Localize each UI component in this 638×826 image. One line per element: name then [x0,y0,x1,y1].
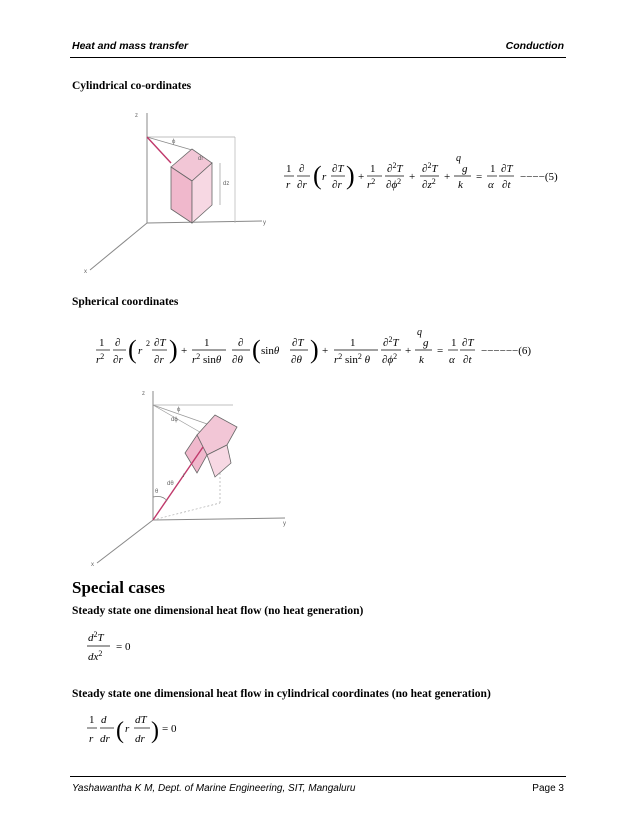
svg-text:+: + [444,171,451,183]
section-special-cases-heading: Special cases [72,578,166,597]
svg-text:∂r: ∂r [332,179,342,191]
equation-6-spherical [94,318,554,377]
svg-text:∂θ: ∂θ [291,354,302,366]
section-cylindrical-heading: Cylindrical co-ordinates [72,80,192,92]
cylindrical-coordinates-figure [80,105,275,285]
svg-text:q: q [417,327,422,338]
svg-text:1: 1 [451,337,457,349]
svg-text:∂ϕ2: $\partial\phi^2$ [386,177,402,191]
header-title: Heat and mass transfer [72,40,189,52]
svg-text:=: = [476,171,483,183]
svg-text:1: 1 [89,714,95,726]
svg-text:r2 sin2 θ: $r^2$ $\sin^2 \theta$ [334,352,371,366]
svg-text:r: r [89,733,94,745]
svg-text:∂: ∂ [115,337,121,349]
sph-axis-z: z [142,391,145,397]
svg-text:1: 1 [370,163,376,175]
cyl-label-dr: dr [198,156,204,162]
svg-text:1: 1 [286,163,292,175]
svg-text:2: 2 [146,339,150,348]
svg-text:(: ( [252,335,261,364]
svg-text:dx2: $dx^2$ [88,649,103,663]
cyl-label-dz: dz [223,181,230,187]
svg-text:+: + [405,345,412,357]
footer-author: Yashawantha K M, Dept. of Marine Engineering, SIT, Mangaluru [72,783,356,794]
svg-text:(: ( [313,161,322,190]
svg-text:q: q [456,153,461,164]
svg-text:): ) [310,335,319,364]
equation-case-1-rhs: = 0 [116,641,131,653]
svg-text:k: k [419,354,424,366]
svg-text:+: + [322,345,329,357]
cyl-axis-z: z [135,113,138,119]
svg-text:(: ( [128,335,137,364]
svg-text:∂t: ∂t [502,179,511,191]
svg-text:∂: ∂ [238,337,244,349]
svg-text:+: + [358,171,365,183]
svg-text:∂: ∂ [299,163,305,175]
svg-text:∂T: ∂T [462,337,474,349]
svg-text:α: α [488,179,494,191]
svg-text:r2: $r^2$ [367,177,376,191]
svg-text:g: g [423,337,429,349]
svg-text:dT: dT [135,714,147,726]
svg-text:dr: dr [135,733,145,745]
spherical-coordinates-figure [85,385,295,575]
svg-text:∂2T: ∂$^2$T [422,161,438,175]
footer-divider [70,776,566,777]
svg-text:∂r: ∂r [154,354,164,366]
header-divider [70,57,566,58]
sph-axis-y: y [283,521,286,527]
svg-text:∂T: ∂T [154,337,166,349]
svg-text:∂T: ∂T [332,163,344,175]
svg-text:1: 1 [204,337,210,349]
svg-text:r2 sinθ: $r^2$ sinθ [192,352,222,366]
svg-text:d: d [101,714,107,726]
equation-case-1 [86,626,166,671]
svg-text:∂r: ∂r [297,179,307,191]
case-2-heading: Steady state one dimensional heat flow in cylindrical coordinates (no heat generation) [72,688,491,700]
equation-5-cylindrical [282,146,582,201]
svg-text:∂2T: ∂$^2$T [387,161,403,175]
sph-label-dphi: dϕ [171,417,178,423]
svg-text:g: g [462,163,468,175]
sph-label-r: r [183,473,185,479]
svg-text:d2T: $d^2T$ [88,630,104,644]
svg-text:): ) [151,718,159,744]
svg-text:1: 1 [490,163,496,175]
svg-text:+: + [409,171,416,183]
svg-text:∂2T: ∂$^2$T [383,335,399,349]
svg-text:α: α [449,354,455,366]
svg-text:∂r: ∂r [113,354,123,366]
svg-text:r: r [286,179,291,191]
svg-text:): ) [169,335,178,364]
svg-text:∂θ: ∂θ [232,354,243,366]
svg-text:r: r [125,723,130,735]
sph-label-theta: θ [155,489,159,495]
svg-text:dr: dr [100,733,110,745]
svg-text:1: 1 [350,337,356,349]
svg-text:r2: $r^2$ [96,352,105,366]
section-spherical-heading: Spherical coordinates [72,296,179,308]
svg-text:∂ϕ2: $\partial\phi^2$ [382,352,398,366]
sph-label-phi: ϕ [177,407,181,413]
svg-text:(: ( [116,718,124,744]
cyl-label-phi: ϕ [172,139,176,145]
cyl-axis-y: y [263,220,266,226]
svg-text:r: r [138,345,143,357]
svg-text:): ) [346,161,355,190]
equation-case-2 [86,708,196,755]
svg-text:=: = [437,345,444,357]
equation-6-number: −−−−−−(6) [481,345,532,357]
svg-text:r: r [322,171,327,183]
svg-text:1: 1 [99,337,105,349]
svg-text:∂T: ∂T [501,163,513,175]
case-1-heading: Steady state one dimensional heat flow (no heat generation) [72,605,364,617]
svg-text:k: k [458,179,463,191]
equation-case-2-rhs: = 0 [162,723,177,735]
svg-text:sinθ: sinθ [261,345,280,357]
svg-text:∂T: ∂T [292,337,304,349]
sph-axis-x: x [91,562,94,568]
svg-text:+: + [181,345,188,357]
sph-label-dtheta: dθ [167,481,174,487]
equation-5-number: −−−−(5) [520,171,558,183]
cyl-axis-x: x [84,269,87,275]
page-number: Page 3 [532,783,564,794]
svg-text:∂t: ∂t [463,354,472,366]
svg-text:∂z2: $\partial z^2$ [422,177,436,191]
header-chapter: Conduction [505,40,564,52]
